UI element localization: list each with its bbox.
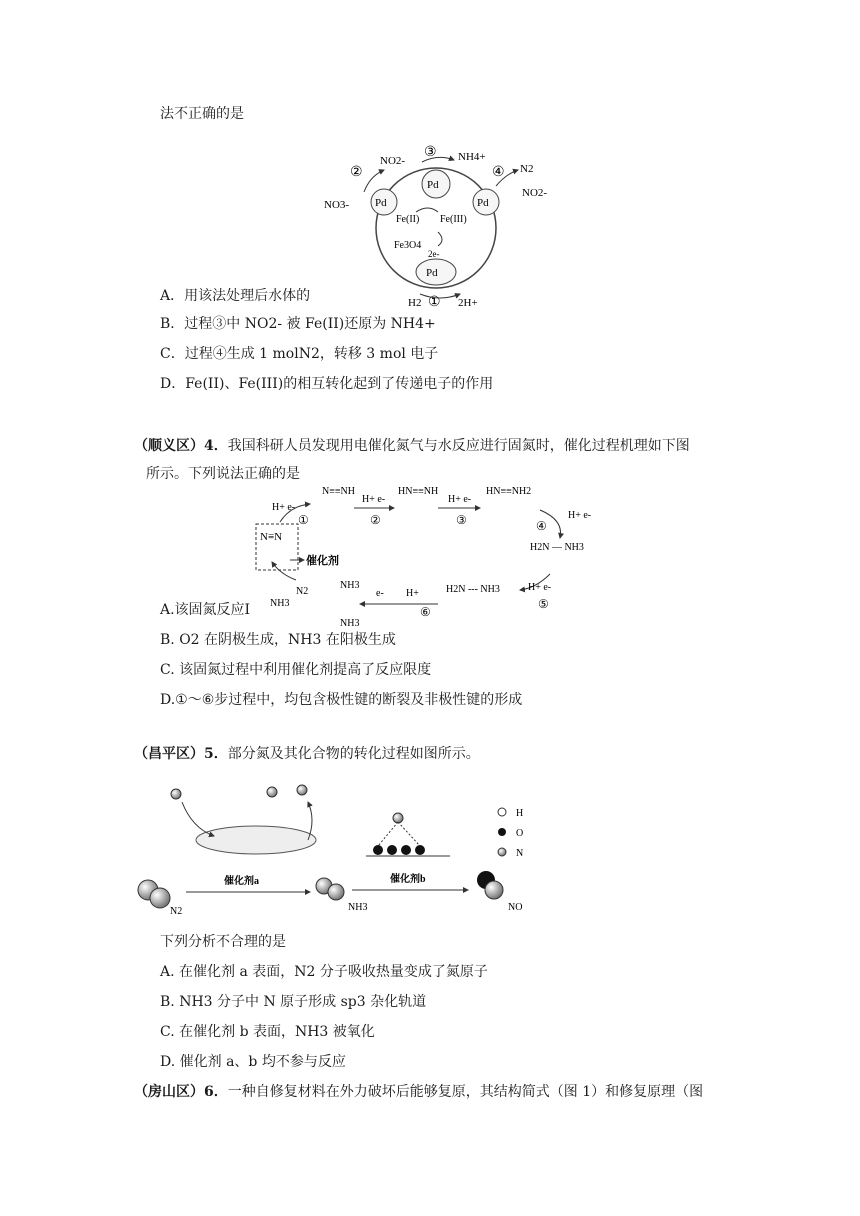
q4-species-6: NH3: [340, 580, 360, 591]
q6-stem: [134, 1082, 703, 1102]
q5-stem-text: 部分氮及其化合物的转化过程如图所示。: [227, 746, 480, 762]
q4-option-b: B. O2 在阴极生成，NH3 在阳极生成: [160, 632, 396, 648]
step4-label: ④: [492, 165, 505, 180]
nh4-label: NH4+: [458, 151, 486, 163]
fe3o4-label: Fe3O4: [394, 240, 422, 251]
q5-cat-a-label: 催化剂a: [224, 876, 259, 887]
q4-species-3: HN≡≡NH2: [486, 486, 532, 497]
q4-product-nh3: NH3: [270, 598, 290, 609]
q4-product-n2: N2: [296, 586, 309, 597]
fe3-label: Fe(III): [440, 214, 467, 225]
q5-legend-o: O: [516, 828, 524, 839]
q4-label-h-4: H+ e-: [568, 510, 592, 521]
e2-label: 2e-: [428, 249, 440, 259]
q4-species-2: HN≡≡NH: [398, 486, 439, 497]
q5-stem: [134, 744, 480, 764]
step2-label: ②: [350, 165, 363, 180]
q5-option-a: A. 在催化剂 a 表面，N2 分子吸收热量变成了氮原子: [160, 964, 488, 980]
q4-source: （顺义区）4．: [134, 438, 228, 454]
no2-label-a: NO2-: [380, 155, 406, 167]
q5-option-d: D. 催化剂 a、b 均不参与反应: [160, 1054, 346, 1070]
q5-conversion-figure: [130, 780, 550, 920]
step3-label: ③: [424, 145, 437, 160]
q3-stem-tail-text: 法不正确的是: [160, 106, 244, 122]
q5-option-b: B. NH3 分子中 N 原子形成 sp3 杂化轨道: [160, 994, 427, 1010]
q4-option-d: D.①～⑥步过程中，均包含极性键的断裂及非极性键的形成: [160, 692, 523, 708]
q3-stem-tail: [160, 104, 244, 124]
q4-n2-bound: N≡N: [260, 531, 283, 543]
no3-label: NO3-: [324, 199, 350, 211]
q4-label-he-2: H+ e-: [362, 494, 386, 505]
q5-legend-n: N: [516, 848, 524, 859]
q4-step-3: ③: [456, 513, 467, 527]
q4-stem-line2: 所示。下列说法正确的是: [146, 466, 300, 482]
q4-species-4: H2N — NH3: [530, 542, 584, 553]
n2-label: N2: [520, 163, 534, 175]
q4-step-6: ⑥: [420, 605, 431, 619]
q3-option-c: C．过程④生成 1 molN2，转移 3 mol 电子: [160, 346, 439, 362]
q4-mechanism-figure: [250, 480, 620, 630]
q6-stem-text: 一种自修复材料在外力破坏后能够复原，其结构简式（图 1）和修复原理（图: [227, 1084, 704, 1100]
q4-label-he-3: H+ e-: [448, 494, 472, 505]
q5-n2-label: N2: [170, 906, 183, 917]
no2-label-b: NO2-: [522, 187, 548, 199]
q3-pd-cycle-figure: [320, 140, 560, 320]
q4-label-e-6: e-: [376, 588, 384, 599]
q4-product-nh3-b: NH3: [340, 618, 360, 629]
q5-legend-h: H: [516, 808, 524, 819]
h2-label: H2: [408, 297, 422, 309]
q5-no-label: NO: [508, 902, 523, 913]
q5-option-c: C. 在催化剂 b 表面，NH3 被氧化: [160, 1024, 375, 1040]
q4-stem-text1: 我国科研人员发现用电催化氮气与水反应进行固氮时，催化过程机理如下图: [227, 438, 690, 454]
q4-step-2: ②: [370, 513, 381, 527]
q4-label-he-1: H+ e-: [272, 502, 296, 513]
q4-option-a: A.该固氮反应I: [160, 602, 251, 618]
q4-step-1: ①: [298, 513, 309, 527]
q6-source: （房山区）6．: [134, 1084, 228, 1100]
q4-label-h-6: H+: [406, 588, 419, 599]
q5-source: （昌平区）5．: [134, 746, 228, 762]
q4-catalyst-label: 催化剂: [306, 555, 339, 567]
q5-prompt: 下列分析不合理的是: [160, 934, 286, 950]
q3-option-b: B．过程③中 NO2- 被 Fe(II)还原为 NH4+: [160, 316, 436, 332]
step1-label: ①: [428, 295, 441, 310]
q4-species-5: H2N --- NH3: [446, 584, 500, 595]
pd-label-right: Pd: [477, 197, 489, 209]
q3-option-a: A．用该法处理后水体的: [160, 288, 311, 304]
q4-species-1: N≡≡NH: [322, 486, 355, 497]
pd-label-bottom: Pd: [426, 267, 438, 279]
fe2-label: Fe(II): [396, 214, 420, 225]
q3-option-d: D．Fe(II)、Fe(III)的相互转化起到了传递电子的作用: [160, 376, 494, 392]
q5-cat-b-label: 催化剂b: [390, 874, 426, 885]
q4-step-4: ④: [536, 519, 547, 533]
h-label: 2H+: [458, 297, 478, 309]
pd-label-left: Pd: [375, 197, 387, 209]
q4-option-c: C. 该固氮过程中利用催化剂提高了反应限度: [160, 662, 432, 678]
pd-label-top: Pd: [427, 179, 439, 191]
q4-label-he-5: H+ e-: [528, 582, 552, 593]
q5-nh3-label: NH3: [348, 902, 368, 913]
q4-stem-line1: [134, 436, 690, 456]
q4-step-5: ⑤: [538, 597, 549, 611]
